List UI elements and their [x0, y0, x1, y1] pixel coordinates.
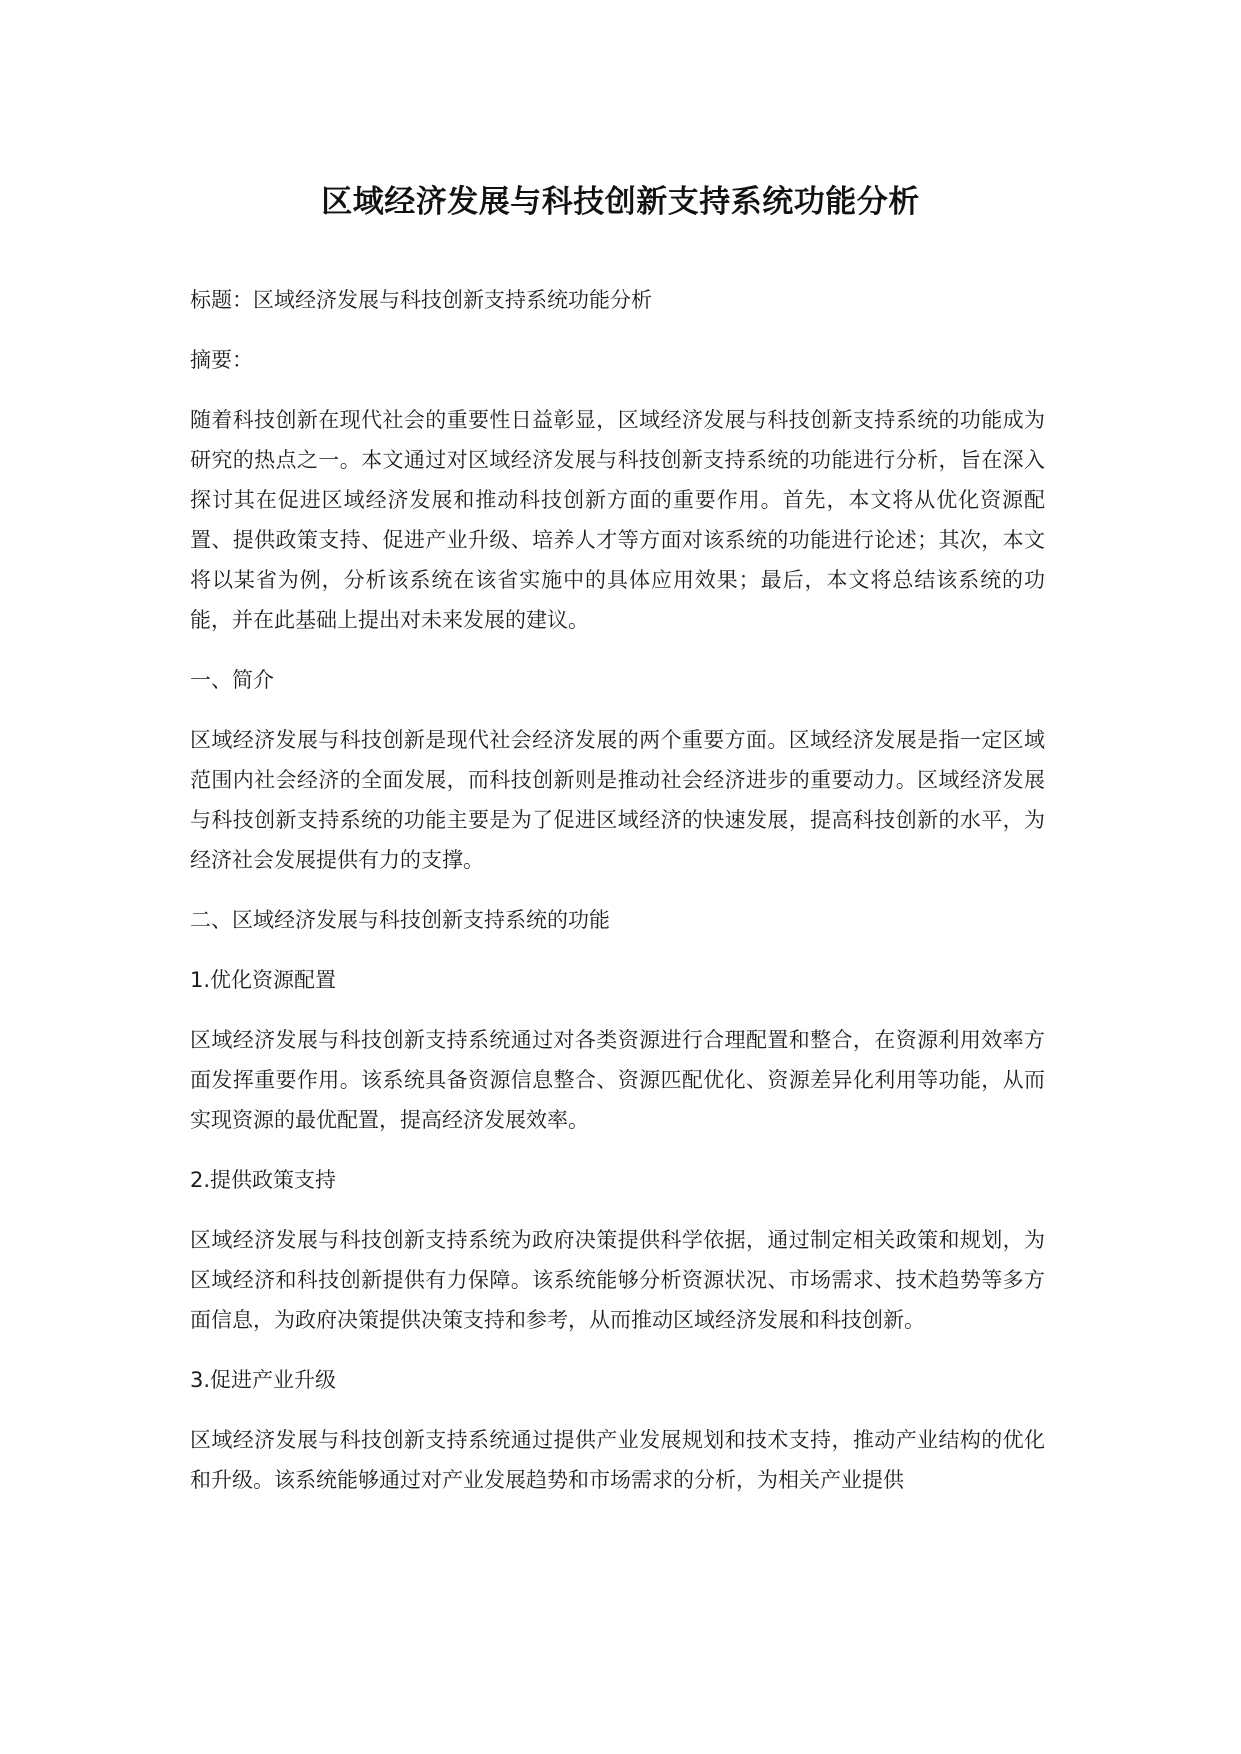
subsection-heading-industrial-upgrade: 3.促进产业升级: [190, 1368, 337, 1392]
abstract-paragraph: 随着科技创新在现代社会的重要性日益彰显，区域经济发展与科技创新支持系统的功能成为研究的热点之一。本文通过对区域经济发展与科技创新支持系统的功能进行分析，旨在深入探讨其在促进区域经济发展和推动科技创新方面的重要作用。首先，本文将从优化资源配置、提供政策支持、促进产业升级、培养人才等方面对该系统的功能进行论述；其次，本文将以某省为例，分析该系统在该省实施中的具体应用效果；最后，本文将总结该系统的功能，并在此基础上提出对未来发展的建议。: [190, 408, 1045, 632]
section-heading-introduction: 一、简介: [190, 668, 274, 692]
document-title: 区域经济发展与科技创新支持系统功能分析: [321, 184, 920, 220]
resource-allocation-paragraph: 区域经济发展与科技创新支持系统通过对各类资源进行合理配置和整合，在资源利用效率方面发挥重要作用。该系统具备资源信息整合、资源匹配优化、资源差异化利用等功能，从而实现资源的最优配置，提高经济发展效率。: [190, 1028, 1045, 1132]
policy-support-paragraph: 区域经济发展与科技创新支持系统为政府决策提供科学依据，通过制定相关政策和规划，为区域经济和科技创新提供有力保障。该系统能够分析资源状况、市场需求、技术趋势等多方面信息，为政府决策提供决策支持和参考，从而推动区域经济发展和科技创新。: [190, 1228, 1045, 1332]
section-heading-functions: 二、区域经济发展与科技创新支持系统的功能: [190, 908, 610, 932]
industrial-upgrade-paragraph: 区域经济发展与科技创新支持系统通过提供产业发展规划和技术支持，推动产业结构的优化和升级。该系统能够通过对产业发展趋势和市场需求的分析，为相关产业提供: [190, 1428, 1045, 1492]
title-line: 标题：区域经济发展与科技创新支持系统功能分析: [190, 288, 652, 312]
document-body: [190, 280, 1045, 1520]
subsection-heading-policy-support: 2.提供政策支持: [190, 1168, 337, 1192]
abstract-heading: 摘要：: [190, 348, 253, 372]
subsection-heading-resource-allocation: 1.优化资源配置: [190, 968, 337, 992]
introduction-paragraph: 区域经济发展与科技创新是现代社会经济发展的两个重要方面。区域经济发展是指一定区域范围内社会经济的全面发展，而科技创新则是推动社会经济进步的重要动力。区域经济发展与科技创新支持系统的功能主要是为了促进区域经济的快速发展，提高科技创新的水平，为经济社会发展提供有力的支撑。: [190, 728, 1045, 872]
